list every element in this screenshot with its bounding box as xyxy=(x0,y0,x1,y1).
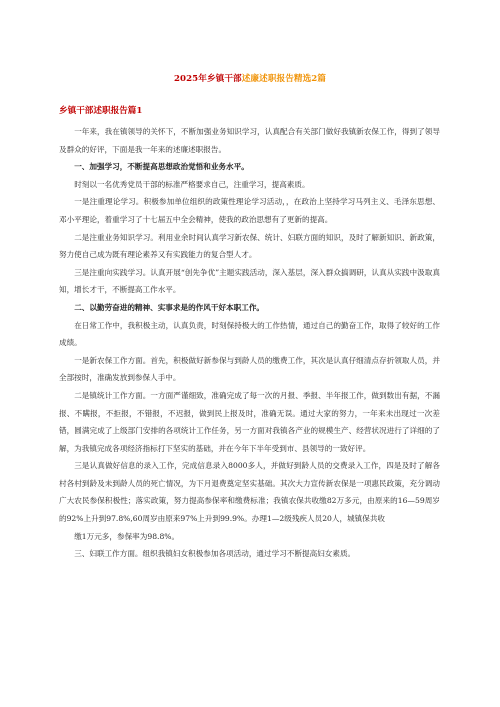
section-heading: 二、以勤劳奋进的精神、实事求是的作风干好本职工作。 xyxy=(74,302,265,312)
document-title xyxy=(0,72,500,84)
paragraph: 二是镇统计工作方面。一方面严谨细致，准确完成了每一次的月报、季报、半年报工作，做到数出有据，不漏报、不瞒报，不拒报，不错报，不迟报，做到民上报及时，准确无误。通过大家的努力，一年来未出现过一次差错，圆满完成了上级部门安排的各项统计工作任务，另一方面对我镇各产业的规模生产、经营状况进行了详细的了解，为我镇完成各项经济指标打下坚实的基础，并在今年下半年受到市、县领导的一致好评。 xyxy=(59,390,440,453)
section-heading: 一、加强学习，不断提高思想政治觉悟和业务水平。 xyxy=(74,162,249,172)
paragraph: 三是认真做好信息的录入工作，完成信息录入8000多人，并做好到龄人员的交费录入工作，四是及时了解各村各村到龄及未到龄人员的死亡情况，为下月退费奠定坚实基础。其次大力宣传新农保是一项惠民政策，充分调动广大农民参保积极性；落实政策，努力提高参保率和缴费标准；我镇农保共收缴82万多元，由原来的16—59周岁的92%上升到97.8%,60周岁由原来97%上升到99.9%。办理1—2级残疾人员20人，城镇保共收 xyxy=(59,461,440,524)
document-title-lead: 2025年乡镇干部 xyxy=(173,74,242,84)
paragraph: 时刻以一名优秀党员干部的标准严格要求自己，注重学习，提高素质。 xyxy=(74,179,310,189)
paragraph: 一年来，我在镇领导的关怀下，不断加强业务知识学习，认真配合有关部门做好我镇新农保工作，得到了领导及群众的好评，下面是我一年来的述廉述职报告。 xyxy=(59,127,440,154)
paragraph: 一是注重理论学习。积极参加单位组织的政策性理论学习活动，，在政治上坚持学习马列主义、毛泽东思想、邓小平理论，着重学习了十七届五中全会精神，使我的政治思想有了更新的提高。 xyxy=(59,197,440,224)
paragraph: 三是注重向实践学习。认真开展“创先争优”主题实践活动，深入基层，深入群众搞调研，认真从实践中汲取真知，增长才干，不断提高工作水平。 xyxy=(59,267,440,295)
paragraph: 三、妇联工作方面。组织我镇妇女积极参加各项活动，通过学习不断提高妇女素质。 xyxy=(74,549,356,559)
document-body xyxy=(59,123,440,563)
paragraph: 缴1万元多，参保率为98.8%。 xyxy=(74,531,180,541)
paragraph: 在日常工作中，我积极主动，认真负责，时刻保持极大的工作热情，通过自己的勤奋工作，取得了较好的工作成绩。 xyxy=(59,320,440,348)
section-title: 乡镇干部述职报告篇1 xyxy=(59,106,143,116)
paragraph: 一是新农保工作方面。首先，积极做好新参保与到龄人员的缴费工作，其次是认真仔细清点存折领取人员，并全部按时，准确发放到参保人手中。 xyxy=(59,355,440,383)
document-title-rest: 述廉述职报告精选2篇 xyxy=(241,74,327,84)
paragraph: 二是注重业务知识学习。利用业余时间认真学习新农保、统计、妇联方面的知识，及时了解新知识、新政策，努力使自己成为既有理论素养又有实践能力的复合型人才。 xyxy=(59,232,440,260)
